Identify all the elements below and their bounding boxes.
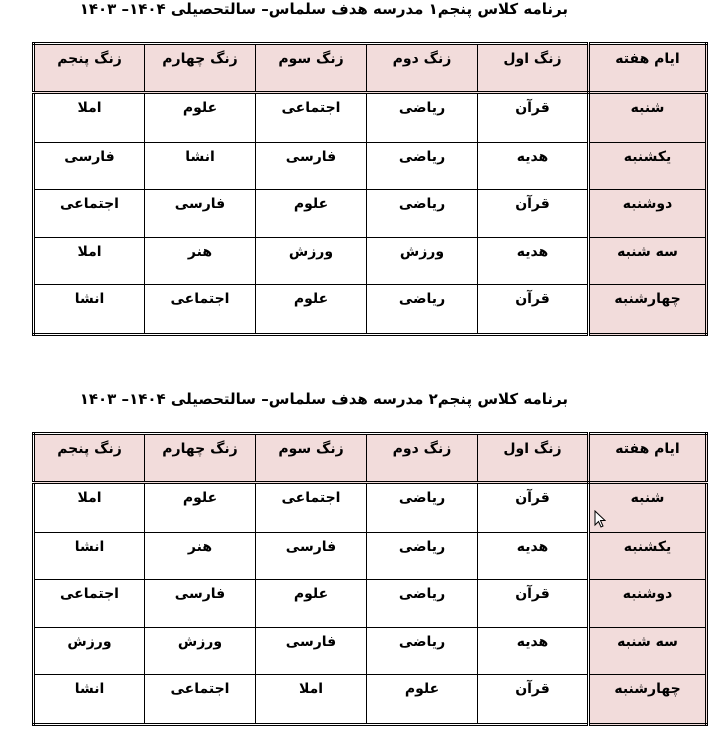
schedule-title-1: برنامه کلاس پنجم۱ مدرسه هدف سلماس– سالتحصیلی ۱۴۰۴– ۱۴۰۳ [79, 0, 568, 18]
subject-cell: ورزش [34, 627, 145, 675]
subject-cell: املا [34, 93, 145, 143]
table-header-row [34, 44, 707, 93]
header-days: ایام هفته [589, 44, 707, 93]
subject-cell: انشا [34, 675, 145, 725]
subject-cell: ریاضی [367, 93, 478, 143]
subject-cell: ریاضی [367, 483, 478, 533]
table-row [34, 627, 707, 675]
subject-cell: انشا [145, 142, 256, 190]
subject-cell: علوم [256, 580, 367, 628]
header-period-3: زنگ سوم [256, 44, 367, 93]
header-period-5: زنگ پنجم [34, 44, 145, 93]
table-row [34, 580, 707, 628]
subject-cell: علوم [145, 93, 256, 143]
subject-cell: علوم [367, 675, 478, 725]
subject-cell: قرآن [478, 190, 589, 238]
subject-cell: ریاضی [367, 532, 478, 580]
table-row [34, 190, 707, 238]
subject-cell: هنر [145, 237, 256, 285]
header-period-1: زنگ اول [478, 44, 589, 93]
subject-cell: اجتماعی [34, 190, 145, 238]
table-row [34, 285, 707, 335]
subject-cell: علوم [256, 285, 367, 335]
subject-cell: اجتماعی [34, 580, 145, 628]
subject-cell: فارسی [256, 532, 367, 580]
day-cell: چهارشنبه [589, 675, 707, 725]
day-cell: شنبه [589, 483, 707, 533]
header-period-5: زنگ پنجم [34, 434, 145, 483]
table-row [34, 93, 707, 143]
table-row [34, 675, 707, 725]
day-cell: چهارشنبه [589, 285, 707, 335]
subject-cell: اجتماعی [145, 285, 256, 335]
mouse-pointer-icon [594, 510, 606, 528]
table-row [34, 532, 707, 580]
subject-cell: انشا [34, 532, 145, 580]
header-period-3: زنگ سوم [256, 434, 367, 483]
subject-cell: فارسی [34, 142, 145, 190]
subject-cell: املا [34, 237, 145, 285]
day-cell: سه شنبه [589, 237, 707, 285]
header-period-4: زنگ چهارم [145, 44, 256, 93]
subject-cell: هدیه [478, 532, 589, 580]
table-row [34, 237, 707, 285]
subject-cell: قرآن [478, 580, 589, 628]
header-period-4: زنگ چهارم [145, 434, 256, 483]
subject-cell: ریاضی [367, 142, 478, 190]
subject-cell: املا [34, 483, 145, 533]
subject-cell: املا [256, 675, 367, 725]
subject-cell: هدیه [478, 627, 589, 675]
subject-cell: فارسی [145, 580, 256, 628]
subject-cell: قرآن [478, 93, 589, 143]
schedule-table-1 [32, 42, 708, 336]
subject-cell: اجتماعی [145, 675, 256, 725]
subject-cell: فارسی [256, 627, 367, 675]
subject-cell: ریاضی [367, 627, 478, 675]
day-cell: سه شنبه [589, 627, 707, 675]
subject-cell: قرآن [478, 483, 589, 533]
subject-cell: ریاضی [367, 580, 478, 628]
header-days: ایام هفته [589, 434, 707, 483]
day-cell: یکشنبه [589, 532, 707, 580]
day-cell: شنبه [589, 93, 707, 143]
subject-cell: ریاضی [367, 285, 478, 335]
subject-cell: انشا [34, 285, 145, 335]
subject-cell: فارسی [145, 190, 256, 238]
subject-cell: قرآن [478, 675, 589, 725]
table-row [34, 142, 707, 190]
table-header-row [34, 434, 707, 483]
subject-cell: ورزش [367, 237, 478, 285]
subject-cell: ورزش [256, 237, 367, 285]
day-cell: یکشنبه [589, 142, 707, 190]
subject-cell: علوم [145, 483, 256, 533]
subject-cell: فارسی [256, 142, 367, 190]
subject-cell: هنر [145, 532, 256, 580]
day-cell: دوشنبه [589, 190, 707, 238]
header-period-1: زنگ اول [478, 434, 589, 483]
schedule-table-2 [32, 432, 708, 726]
schedule-title-2: برنامه کلاس پنجم۲ مدرسه هدف سلماس– سالتحصیلی ۱۴۰۴– ۱۴۰۳ [79, 390, 568, 408]
subject-cell: ریاضی [367, 190, 478, 238]
header-period-2: زنگ دوم [367, 434, 478, 483]
subject-cell: علوم [256, 190, 367, 238]
day-cell: دوشنبه [589, 580, 707, 628]
subject-cell: اجتماعی [256, 93, 367, 143]
subject-cell: قرآن [478, 285, 589, 335]
header-period-2: زنگ دوم [367, 44, 478, 93]
subject-cell: ورزش [145, 627, 256, 675]
subject-cell: هدیه [478, 142, 589, 190]
subject-cell: هدیه [478, 237, 589, 285]
subject-cell: اجتماعی [256, 483, 367, 533]
